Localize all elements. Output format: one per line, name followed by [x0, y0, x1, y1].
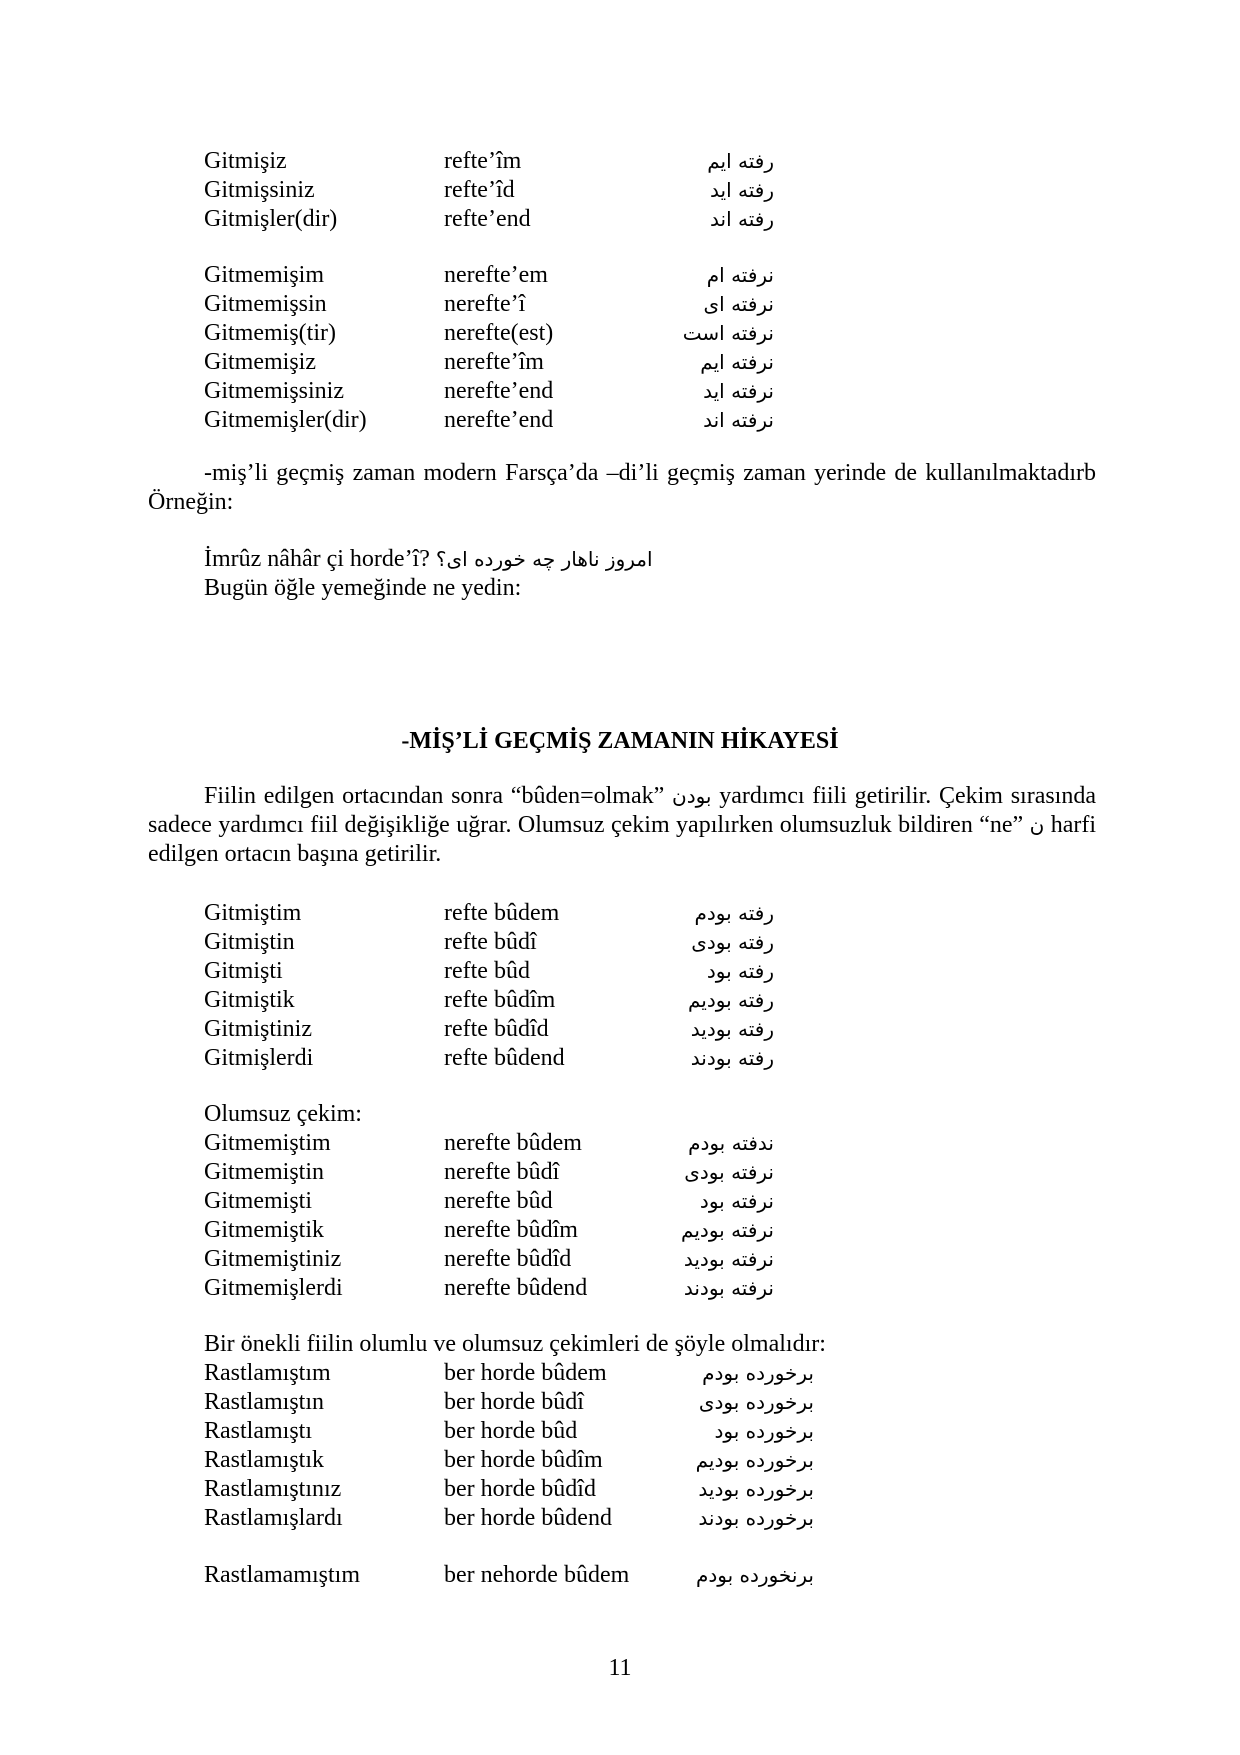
conjugation-table-2 — [204, 261, 1104, 435]
table-row — [204, 1158, 1104, 1187]
table-row — [204, 205, 1104, 234]
turkish-form: Rastlamamıştım — [204, 1562, 360, 1588]
table-row — [204, 928, 1104, 957]
para2-part1: Fiilin edilgen ortacından sonra “bûden=olmak” — [204, 783, 665, 809]
table-row — [204, 1129, 1104, 1158]
transliteration: nerefte bûdîd — [444, 1246, 572, 1272]
transliteration: refte bûdî — [444, 929, 537, 955]
table-row — [204, 319, 1104, 348]
farsi-form: نرفته بودند — [683, 1276, 774, 1300]
example-latin: İmrûz nâhâr çi horde’î? — [204, 546, 430, 572]
farsi-form: نرفته است — [682, 321, 774, 345]
farsi-form: رفته بودی — [691, 930, 774, 954]
table-row — [204, 377, 1104, 406]
transliteration: nerefte bûdend — [444, 1275, 588, 1301]
transliteration: refte’îd — [444, 177, 515, 203]
turkish-form: Gitmiştiniz — [204, 1016, 312, 1042]
farsi-form: نرفته بودیم — [681, 1218, 774, 1242]
transliteration: nerefte bûdî — [444, 1159, 560, 1185]
paragraph-mis-li: -miş’li geçmiş zaman modern Farsça’da –di’li geçmiş zaman yerinde de kullanılmaktadırb Örneğin: — [148, 460, 1096, 515]
table-row — [204, 1475, 1104, 1504]
farsi-form: برخورده بودی — [698, 1390, 814, 1414]
turkish-form: Gitmiştin — [204, 929, 295, 955]
farsi-form: رفته بودم — [694, 901, 774, 925]
table-row — [204, 290, 1104, 319]
turkish-form: Gitmişiz — [204, 148, 287, 174]
negative-conjugation-label: Olumsuz çekim: — [204, 1101, 362, 1127]
table-row — [204, 986, 1104, 1015]
conjugation-table-1 — [204, 147, 1104, 234]
turkish-form: Gitmişlerdi — [204, 1045, 314, 1071]
farsi-form: برنخورده بودم — [696, 1563, 814, 1587]
transliteration: ber horde bûdend — [444, 1505, 612, 1531]
turkish-form: Gitmişsiniz — [204, 177, 315, 203]
example-farsi: امروز ناهار چه خورده ای؟ — [435, 547, 653, 571]
turkish-form: Gitmemiştin — [204, 1159, 324, 1185]
transliteration: nerefte’end — [444, 407, 554, 433]
para2-farsi1: بودن — [672, 784, 712, 808]
transliteration: ber nehorde bûdem — [444, 1562, 630, 1588]
farsi-form: برخورده بودم — [702, 1361, 814, 1385]
transliteration: refte’end — [444, 206, 531, 232]
farsi-form: رفته بود — [706, 959, 774, 983]
table-row — [204, 1388, 1104, 1417]
table-row — [204, 1417, 1104, 1446]
transliteration: refte bûdend — [444, 1045, 565, 1071]
section-heading: -MİŞ’Lİ GEÇMİŞ ZAMANIN HİKAYESİ — [401, 728, 839, 754]
turkish-form: Rastlamıştı — [204, 1418, 312, 1444]
transliteration: ber horde bûdîm — [444, 1447, 603, 1473]
turkish-form: Gitmiştik — [204, 987, 295, 1013]
turkish-form: Gitmemişiz — [204, 349, 316, 375]
turkish-form: Rastlamıştınız — [204, 1476, 342, 1502]
turkish-form: Gitmemişti — [204, 1188, 312, 1214]
paragraph-hikaye — [148, 782, 1096, 869]
table-row — [204, 348, 1104, 377]
table-row — [204, 1245, 1104, 1274]
turkish-form: Gitmemiştim — [204, 1130, 331, 1156]
para2-farsi2: ن — [1029, 813, 1045, 837]
farsi-form: برخورده بود — [714, 1419, 814, 1443]
farsi-form: رفته بودند — [690, 1046, 774, 1070]
turkish-form: Gitmişler(dir) — [204, 206, 338, 232]
transliteration: nerefte’end — [444, 378, 554, 404]
farsi-form: برخورده بودید — [698, 1477, 814, 1501]
table-row — [204, 147, 1104, 176]
transliteration: nerefte bûdem — [444, 1130, 582, 1156]
transliteration: ber horde bûd — [444, 1418, 578, 1444]
transliteration: nerefte’î — [444, 291, 526, 317]
farsi-form: رفته اند — [710, 207, 774, 231]
conjugation-table-5 — [204, 1359, 1104, 1533]
farsi-form: نرفته ای — [703, 292, 774, 316]
turkish-form: Gitmemiş(tir) — [204, 320, 336, 346]
farsi-form: نرفته بود — [699, 1189, 774, 1213]
table-row — [204, 957, 1104, 986]
page-number: 11 — [608, 1655, 632, 1681]
farsi-form: رفته بودید — [690, 1017, 774, 1041]
turkish-form: Gitmemiştiniz — [204, 1246, 342, 1272]
farsi-form: رفته ایم — [707, 149, 774, 173]
transliteration: nerefte’em — [444, 262, 548, 288]
turkish-form: Gitmişti — [204, 958, 283, 984]
turkish-form: Rastlamıştın — [204, 1389, 324, 1415]
transliteration: ber horde bûdî — [444, 1389, 584, 1415]
farsi-form: برخورده بودند — [698, 1506, 814, 1530]
turkish-form: Gitmemişsin — [204, 291, 327, 317]
farsi-form: نرفته ایم — [700, 350, 774, 374]
turkish-form: Gitmiştim — [204, 900, 302, 926]
conjugation-table-4 — [204, 1129, 1104, 1303]
table-row — [204, 1561, 1104, 1590]
table-row — [204, 1446, 1104, 1475]
example-sentence — [204, 545, 653, 574]
farsi-form: نرفته بودید — [683, 1247, 774, 1271]
transliteration: refte bûdîd — [444, 1016, 549, 1042]
turkish-form: Gitmemişsiniz — [204, 378, 344, 404]
farsi-form: برخورده بودیم — [695, 1448, 814, 1472]
table-row — [204, 1359, 1104, 1388]
conjugation-table-6 — [204, 1561, 1104, 1590]
turkish-form: Gitmemişler(dir) — [204, 407, 367, 433]
table-row — [204, 176, 1104, 205]
transliteration: refte bûdîm — [444, 987, 556, 1013]
farsi-form: رفته اید — [710, 178, 774, 202]
transliteration: refte bûdem — [444, 900, 560, 926]
table-row — [204, 261, 1104, 290]
farsi-form: نرفته ام — [706, 263, 774, 287]
transliteration: nerefte’îm — [444, 349, 544, 375]
transliteration: ber horde bûdem — [444, 1360, 607, 1386]
farsi-form: ندفته بودم — [688, 1131, 774, 1155]
transliteration: nerefte bûd — [444, 1188, 553, 1214]
turkish-form: Rastlamıştım — [204, 1360, 331, 1386]
turkish-form: Rastlamıştık — [204, 1447, 324, 1473]
turkish-form: Gitmemişlerdi — [204, 1275, 343, 1301]
turkish-form: Gitmemişim — [204, 262, 324, 288]
table-row — [204, 1274, 1104, 1303]
transliteration: refte’îm — [444, 148, 522, 174]
table-row — [204, 1504, 1104, 1533]
farsi-form: نرفته بودی — [684, 1160, 774, 1184]
table-row — [204, 406, 1104, 435]
transliteration: refte bûd — [444, 958, 530, 984]
farsi-form: نرفته اید — [703, 379, 774, 403]
farsi-form: رفته بودیم — [687, 988, 774, 1012]
transliteration: nerefte bûdîm — [444, 1217, 578, 1243]
table-row — [204, 1044, 1104, 1073]
para2-part3: harfi edilgen ortacın başına getirilir. — [148, 812, 1097, 867]
table-row — [204, 899, 1104, 928]
example-translation: Bugün öğle yemeğinde ne yedin: — [204, 575, 522, 601]
farsi-form: نرفته اند — [703, 408, 774, 432]
table-row — [204, 1216, 1104, 1245]
turkish-form: Gitmemiştik — [204, 1217, 324, 1243]
prefix-verb-label: Bir önekli fiilin olumlu ve olumsuz çekimleri de şöyle olmalıdır: — [204, 1331, 826, 1357]
conjugation-table-3 — [204, 899, 1104, 1073]
table-row — [204, 1015, 1104, 1044]
para2-part2: yardımcı fiili getirilir. Çekim sırasında sadece yardımcı fiil değişikliğe uğrar. Olumsuz çekim yapılırken olumsuzluk bildiren “ne” — [148, 783, 1097, 838]
transliteration: ber horde bûdîd — [444, 1476, 596, 1502]
table-row — [204, 1187, 1104, 1216]
turkish-form: Rastlamışlardı — [204, 1505, 343, 1531]
transliteration: nerefte(est) — [444, 320, 554, 346]
